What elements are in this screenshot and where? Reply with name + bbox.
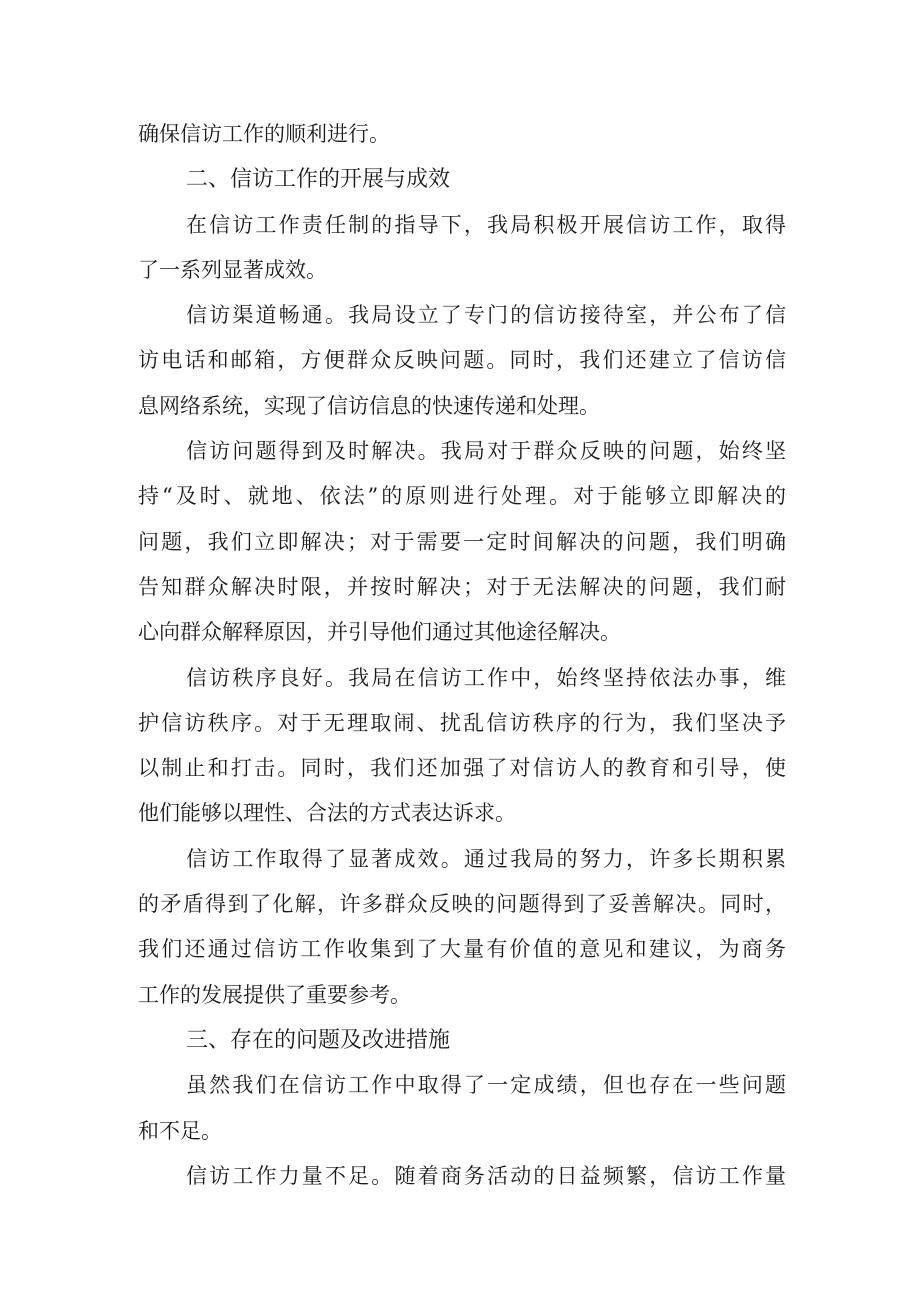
paragraph-line: 信访问题得到及时解决。我局对于群众反映的问题，始终坚	[186, 439, 786, 464]
paragraph-line: 虽然我们在信访工作中取得了一定成绩，但也存在一些问题	[186, 1073, 786, 1098]
paragraph-line: 息网络系统，实现了信访信息的快速传递和处理。	[138, 393, 600, 418]
paragraph-line: 他们能够以理性、合法的方式表达诉求。	[138, 801, 516, 826]
paragraph-line: 信访渠道畅通。我局设立了专门的信访接待室，并公布了信	[186, 303, 786, 328]
paragraph-line: 告知群众解决时限，并按时解决；对于无法解决的问题，我们耐	[138, 574, 786, 599]
section-heading-2: 二、信访工作的开展与成效	[186, 167, 451, 193]
paragraph-line: 信访工作取得了显著成效。通过我局的努力，许多长期积累	[186, 846, 786, 871]
paragraph-5	[138, 837, 786, 1018]
paragraph-line: 我们还通过信访工作收集到了大量有价值的意见和建议，为商务	[138, 937, 786, 962]
section-heading-3: 三、存在的问题及改进措施	[186, 1027, 451, 1053]
paragraph-line: 持“及时、就地、依法”的原则进行处理。对于能够立即解决的	[138, 484, 786, 509]
paragraph-3	[138, 429, 786, 655]
paragraph-line: 访电话和邮箱，方便群众反映问题。同时，我们还建立了信访信	[138, 348, 786, 373]
document-page	[138, 112, 786, 1199]
paragraph-line: 的矛盾得到了化解，许多群众反映的问题得到了妥善解决。同时，	[138, 892, 786, 917]
paragraph-line: 工作的发展提供了重要参考。	[138, 982, 411, 1007]
paragraph-2	[138, 293, 786, 429]
paragraph-line: 和不足。	[138, 1118, 222, 1143]
paragraph-1	[138, 203, 786, 294]
paragraph-6	[138, 1063, 786, 1154]
paragraph-line: 护信访秩序。对于无理取闹、扰乱信访秩序的行为，我们坚决予	[138, 710, 786, 735]
paragraph-line: 以制止和打击。同时，我们还加强了对信访人的教育和引导，使	[138, 756, 786, 781]
paragraph-7	[138, 1154, 786, 1199]
paragraph-4	[138, 656, 786, 837]
paragraph-line: 在信访工作责任制的指导下，我局积极开展信访工作，取得	[186, 212, 786, 237]
paragraph-line: 问题，我们立即解决；对于需要一定时间解决的问题，我们明确	[138, 529, 786, 554]
paragraph-line: 确保信访工作的顺利进行。	[138, 122, 390, 146]
paragraph-line: 信访秩序良好。我局在信访工作中，始终坚持依法办事，维	[186, 665, 786, 690]
paragraph-line: 信访工作力量不足。随着商务活动的日益频繁，信访工作量	[186, 1163, 786, 1188]
paragraph-line: 心向群众解释原因，并引导他们通过其他途径解决。	[138, 620, 621, 645]
paragraph-line: 了一系列显著成效。	[138, 257, 327, 282]
